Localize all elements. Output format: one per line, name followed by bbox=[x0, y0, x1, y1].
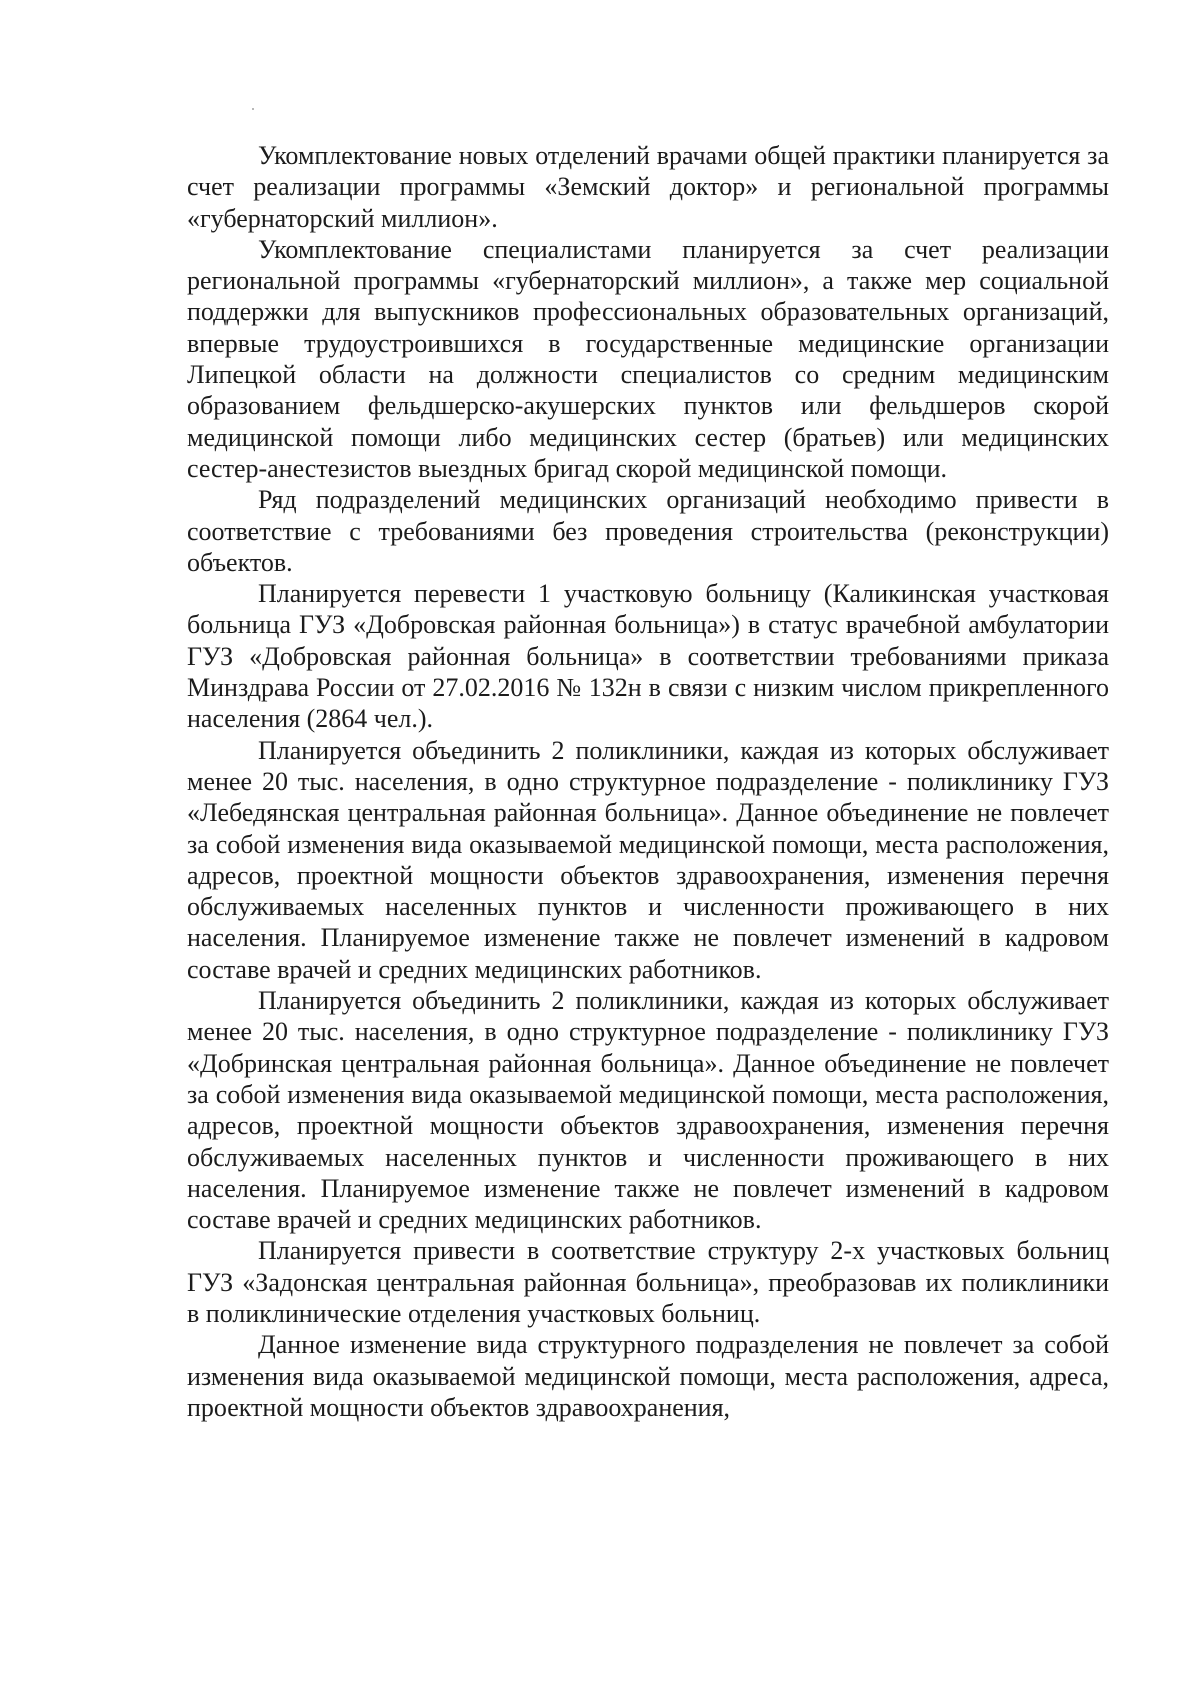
document-body bbox=[187, 140, 1109, 1423]
paragraph-zadonsk-hospitals: Планируется привести в соответствие структуру 2-х участковых больниц ГУЗ «Задонская центральная районная больница», преобразовав их поликлиники в поликлинические отделения участковых больниц. bbox=[187, 1236, 1109, 1328]
paragraph-dobrinka-polyclinics: Планируется объединить 2 поликлиники, каждая из которых обслуживает менее 20 тыс. населения, в одно структурное подразделение - поликлинику ГУЗ «Добринская центральная районная больница». Данное объединение не повлечет за собой изменения вида оказываемой медицинской помощи, места расположения, адресов, проектной мощности объектов здравоохранения, изменения перечня обслуживаемых населенных пунктов и численности проживающего в них населения. Планируемое изменение также не повлечет изменений в кадровом составе врачей и средних медицинских работников. bbox=[187, 986, 1109, 1235]
paragraph-kalikinskaya-hospital: Планируется перевести 1 участковую больницу (Каликинская участковая больница ГУЗ «Добровская районная больница») в статус врачебной амбулатории ГУЗ «Добровская районная больница» в соответствии требованиями приказа Минздрава России от 27.02.2016 № 132н в связи с низким числом прикрепленного населения (2864 чел.). bbox=[187, 579, 1109, 734]
paragraph-staffing-gp: Укомплектование новых отделений врачами общей практики планируется за счет реализации программы «Земский доктор» и региональной программы «губернаторский миллион». bbox=[187, 141, 1109, 233]
paragraph-lebedyan-polyclinics: Планируется объединить 2 поликлиники, каждая из которых обслуживает менее 20 тыс. населения, в одно структурное подразделение - поликлинику ГУЗ «Лебедянская центральная районная больница». Данное объединение не повлечет за собой изменения вида оказываемой медицинской помощи, места расположения, адресов, проектной мощности объектов здравоохранения, изменения перечня обслуживаемых населенных пунктов и численности проживающего в них населения. Планируемое изменение также не повлечет изменений в кадровом составе врачей и средних медицинских работников. bbox=[187, 735, 1109, 984]
scan-speck bbox=[252, 108, 254, 110]
paragraph-compliance: Ряд подразделений медицинских организаций необходимо привести в соответствие с требованиями без проведения строительства (реконструкции) объектов. bbox=[187, 485, 1109, 577]
paragraph-staffing-specialists: Укомплектование специалистами планируется за счет реализации региональной программы «губернаторский миллион», а также мер социальной поддержки для выпускников профессиональных образовательных организаций, впервые трудоустроившихся в государственные медицинские организации Липецкой области на должности специалистов со средним медицинским образованием фельдшерско-акушерских пунктов или фельдшеров скорой медицинской помощи либо медицинских сестер (братьев) или медицинских сестер-анестезистов выездных бригад скорой медицинской помощи. bbox=[187, 234, 1109, 483]
paragraph-structural-change: Данное изменение вида структурного подразделения не повлечет за собой изменения вида оказываемой медицинской помощи, места расположения, адреса, проектной мощности объектов здравоохранения, bbox=[187, 1330, 1109, 1422]
